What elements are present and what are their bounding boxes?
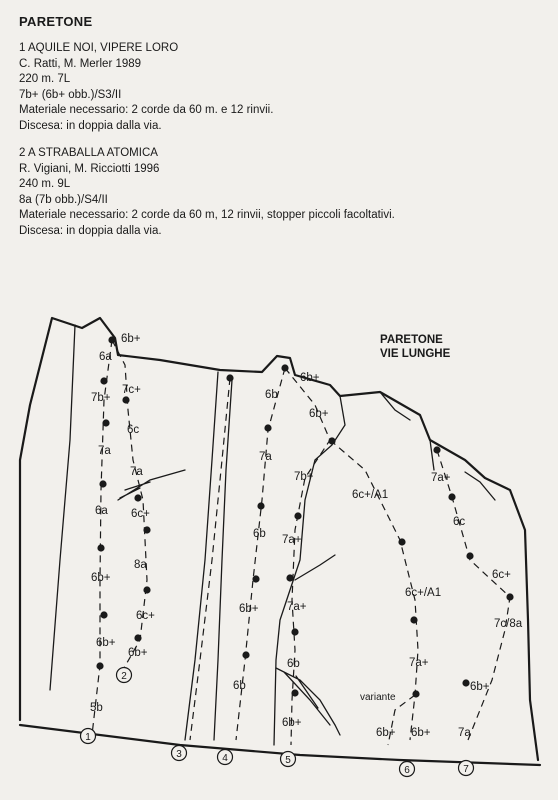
bolt [100,377,107,384]
grade-label: 6b+ [239,603,259,615]
route-grade: 7b+ (6b+ obb.)/S3/II [19,88,122,101]
grade-label: 6b [253,528,266,540]
route-number-2 [117,668,132,683]
grade-labels-route-7 [431,472,523,739]
route-name: 1 AQUILE NOI, VIPERE LORO [19,42,179,54]
bolt [328,437,335,444]
grade-label: 7b+ [294,471,314,483]
route-number-5 [281,752,296,767]
bolt [286,574,293,581]
route-material: Materiale necessario: 2 corde da 60 m, 12 rinvii, stopper piccoli facoltativi. [19,209,395,221]
crack-feature [465,472,495,500]
route-line-7 [437,450,510,740]
grade-label: 6c+/A1 [352,489,389,501]
grade-label: 6c+ [131,508,150,520]
bolt [99,480,106,487]
bolt [134,494,141,501]
grade-label: 6b [265,389,278,401]
bolt [108,336,115,343]
grade-label: 6b+ [96,637,116,649]
grade-label: 7a+ [287,601,307,613]
route-descent: Discesa: in doppia dalla via. [19,224,162,237]
route-number-text: 2 [121,671,127,682]
route-number-text: 1 [85,732,91,743]
grade-label: 6b+ [121,333,141,345]
bolt [252,575,259,582]
grade-label: 7b+ [91,392,111,404]
grade-label: 7a [458,727,471,739]
grade-label: 6b+ [470,681,490,693]
grade-label: 7a+ [282,534,302,546]
bolt [506,593,513,600]
grade-label: 5b [90,702,103,714]
grade-labels-route-5 [282,372,329,729]
route-descent: Discesa: in doppia dalla via. [19,119,162,132]
crack-feature [420,415,434,470]
route-number-text: 4 [222,753,228,764]
bolt [134,634,141,641]
bolt [448,493,455,500]
crack-feature [118,470,185,500]
grade-label: 6b+ [411,727,431,739]
bolt [143,526,150,533]
grade-label: 7c/8a [494,618,523,630]
grade-label: 6b [233,680,246,692]
route-authors: R. Vigiani, M. Ricciotti 1996 [19,162,160,175]
bolt [97,544,104,551]
bolt-markers [96,336,513,697]
route-grade: 8a (7b obb.)/S4/II [19,193,108,206]
grade-label: 7a [259,451,272,463]
bolt [281,364,288,371]
crack-feature [214,380,232,740]
bolt [143,586,150,593]
grade-label: 7c+ [122,384,141,396]
route-name: 2 A STRABALLA ATOMICA [19,147,158,159]
grade-label: 7a+ [409,657,429,669]
bolt [294,512,301,519]
crack-feature [50,325,75,690]
bolt [264,424,271,431]
route-number-text: 5 [285,755,291,766]
grade-label: 6b+ [128,647,148,659]
crack-feature [295,555,335,580]
route-number-text: 7 [463,764,469,775]
route-number-4 [218,750,233,765]
grade-label: 6c [453,516,466,528]
grade-labels-route-4 [233,389,278,692]
bolt [100,611,107,618]
crack-feature [185,372,218,740]
grade-label: 7a+ [431,472,451,484]
grade-label: 6a [99,351,112,363]
grade-label: 6b+ [309,408,329,420]
route-length: 240 m. 9L [19,178,71,190]
route-length: 220 m. 7L [19,73,71,85]
bolt [410,616,417,623]
route-number-7 [459,761,474,776]
bolt [102,419,109,426]
grade-label: 6a [95,505,108,517]
page-title: PARETONE [19,14,93,29]
grade-label: 7a [130,466,143,478]
grade-label: 6c+/A1 [405,587,442,599]
grade-label: 6b [287,658,300,670]
route-number-3 [172,746,187,761]
route-number-text: 3 [176,749,182,760]
bolt [412,690,419,697]
grade-label: 6b+ [282,717,302,729]
route-number-6 [400,762,415,777]
wall-outline [20,318,538,760]
topo-heading-line-1: PARETONE [380,334,443,346]
bolt [226,374,233,381]
bolt [291,689,298,696]
bolt [242,651,249,658]
route-material: Materiale necessario: 2 corde da 60 m. e 12 rinvii. [19,104,274,116]
route-line-3 [190,378,230,740]
grade-label: 6c+ [136,610,155,622]
bolt [257,502,264,509]
grade-label: 6b+ [300,372,320,384]
route-number-1 [81,729,96,744]
grade-label: 8a [134,559,147,571]
grade-label: 7a [98,445,111,457]
grade-label: 6b+ [91,572,111,584]
route-authors: C. Ratti, M. Merler 1989 [19,57,142,70]
bolt [462,679,469,686]
grade-label: 6c+ [492,569,511,581]
route-line-5 [285,368,330,745]
bolt [122,396,129,403]
bolt [466,552,473,559]
bolt [433,446,440,453]
topo-heading-line-2: VIE LUNGHE [380,348,451,360]
bolt [96,662,103,669]
route-number-text: 6 [404,765,410,776]
variant-label: variante [360,692,396,703]
bolt [398,538,405,545]
bolt [291,628,298,635]
grade-label: 6c [127,424,140,436]
crack-feature [274,396,345,745]
grade-label: 6b+ [376,727,396,739]
grade-labels-route-2 [122,384,155,659]
